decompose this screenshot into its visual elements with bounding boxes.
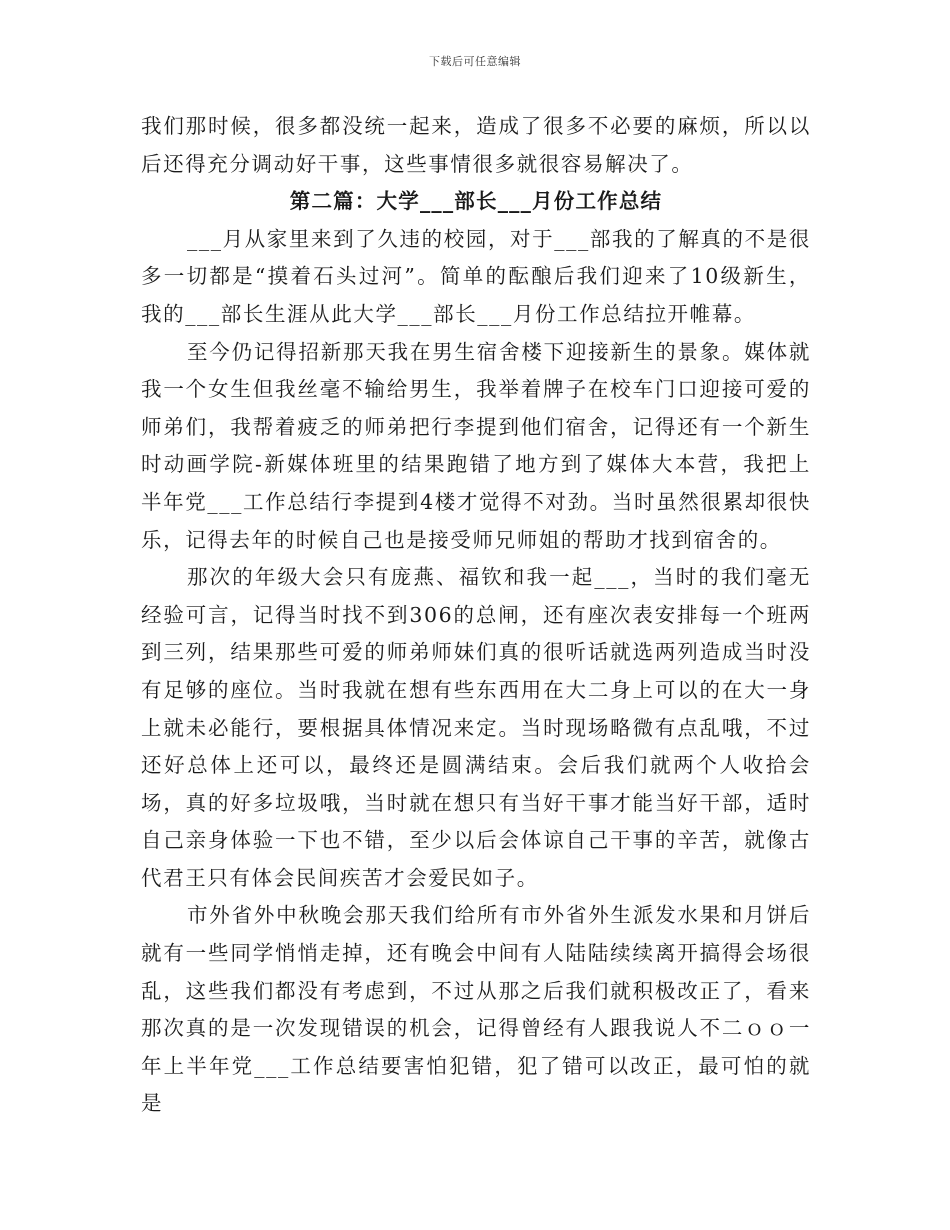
- paragraph-3: 那次的年级大会只有庞燕、福钦和我一起___，当时的我们毫无经验可言，记得当时找不到306的总闸，还有座次表安排每一个班两到三列，结果那些可爱的师弟师妹们真的很听话就选两列造成当时没有足够的座位。当时我就在想有些东西用在大二身上可以的在大一身上就未必能行，要根据具体情况来定。当时现场略微有点乱哦，不过还好总体上还可以，最终还是圆满结束。会后我们就两个人收拾会场，真的好多垃圾哦，当时就在想只有当好干事才能当好干部，适时自己亲身体验一下也不错，至少以后会体谅自己干事的辛苦，就像古代君王只有体会民间疾苦才会爱民如子。: [141, 565, 811, 890]
- paragraph-2: 至今仍记得招新那天我在男生宿舍楼下迎接新生的景象。媒体就我一个女生但我丝毫不输给男生，我举着牌子在校车门口迎接可爱的师弟们，我帮着疲乏的师弟把行李提到他们宿舍，记得还有一个新生时动画学院-新媒体班里的结果跑错了地方到了媒体大本营，我把上半年党___工作总结行李提到4楼才觉得不对劲。当时虽然很累却很快乐，记得去年的时候自己也是接受师兄师姐的帮助才找到宿舍的。: [141, 339, 811, 552]
- paragraph-1: ___月从家里来到了久违的校园，对于___部我的了解真的不是很多一切都是“摸着石头过河”。简单的酝酿后我们迎来了10级新生，我的___部长生涯从此大学___部长___月份工作总结拉开帷幕。: [141, 226, 811, 326]
- paragraph-4: 市外省外中秋晚会那天我们给所有市外省外生派发水果和月饼后就有一些同学悄悄走掉，还有晚会中间有人陆陆续续离开搞得会场很乱，这些我们都没有考虑到，不过从那之后我们就积极改正了，看来那次真的是一次发现错误的机会，记得曾经有人跟我说人不二ｏｏ一年上半年党___工作总结要害怕犯错，犯了错可以改正，最可怕的就是: [141, 903, 811, 1116]
- page-header: 下载后可任意编辑: [429, 55, 521, 68]
- paragraph-continued: 我们那时候，很多都没统一起来，造成了很多不必要的麻烦，所以以后还得充分调动好干事，这些事情很多就很容易解决了。: [141, 114, 811, 176]
- document-body: [141, 108, 811, 1123]
- section-title: 第二篇：大学___部长___月份工作总结: [289, 189, 663, 214]
